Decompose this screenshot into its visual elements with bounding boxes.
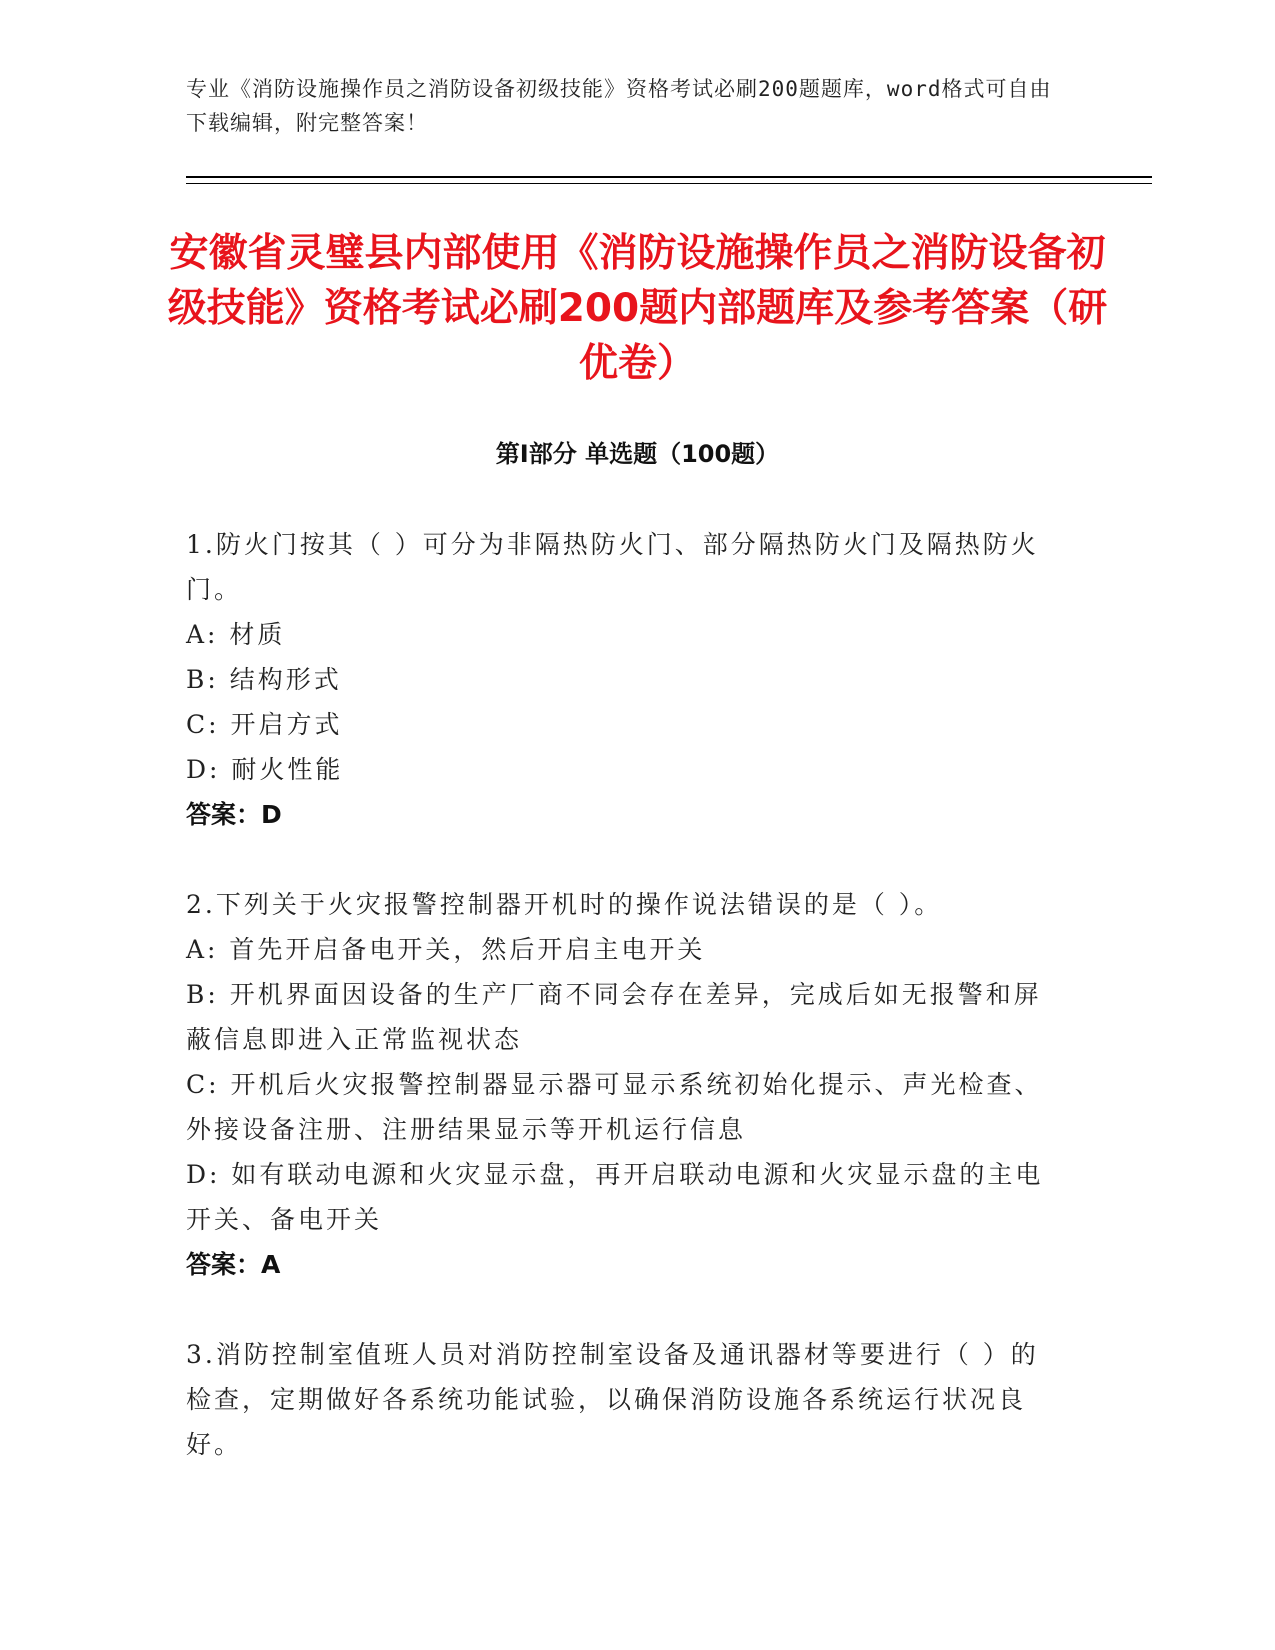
- header-divider-thin: [186, 183, 1152, 184]
- document-title: 安徽省灵璧县内部使用《消防设施操作员之消防设备初级技能》资格考试必刷200题内部题库及参考答案（研优卷）: [167, 231, 1108, 386]
- option-d: D: 如有联动电源和火灾显示盘，再开启联动电源和火灾显示盘的主电开关、备电开关: [186, 1160, 1044, 1234]
- answer: 答案：A: [186, 1250, 281, 1279]
- section-heading: 第Ⅰ部分 单选题（100题）: [495, 440, 780, 468]
- option-c: C: 开启方式: [186, 710, 343, 739]
- question-1: [186, 522, 1066, 837]
- question-list: [186, 522, 1066, 1512]
- option-b: B: 结构形式: [186, 665, 342, 694]
- option-c: C: 开机后火灾报警控制器显示器可显示系统初始化提示、声光检查、外接设备注册、注册结果显示等开机运行信息: [186, 1070, 1043, 1144]
- header-divider-thick: [186, 176, 1152, 178]
- option-d: D: 耐火性能: [186, 755, 344, 784]
- answer: 答案：D: [186, 800, 282, 829]
- question-stem: 2.下列关于火灾报警控制器开机时的操作说法错误的是（ ）。: [186, 890, 943, 919]
- option-a: A: 材质: [186, 620, 286, 649]
- question-3: [186, 1332, 1066, 1467]
- option-b: B: 开机界面因设备的生产厂商不同会存在差异，完成后如无报警和屏蔽信息即进入正常监视状态: [186, 980, 1042, 1054]
- question-stem: 3.消防控制室值班人员对消防控制室设备及通讯器材等要进行（ ）的检查，定期做好各系统功能试验，以确保消防设施各系统运行状况良好。: [186, 1340, 1039, 1459]
- header-note: 专业《消防设施操作员之消防设备初级技能》资格考试必刷200题题库，word格式可自由下载编辑，附完整答案！: [186, 77, 1052, 135]
- option-a: A: 首先开启备电开关，然后开启主电开关: [186, 935, 706, 964]
- question-stem: 1.防火门按其（ ）可分为非隔热防火门、部分隔热防火门及隔热防火门。: [186, 530, 1039, 604]
- question-2: [186, 882, 1066, 1287]
